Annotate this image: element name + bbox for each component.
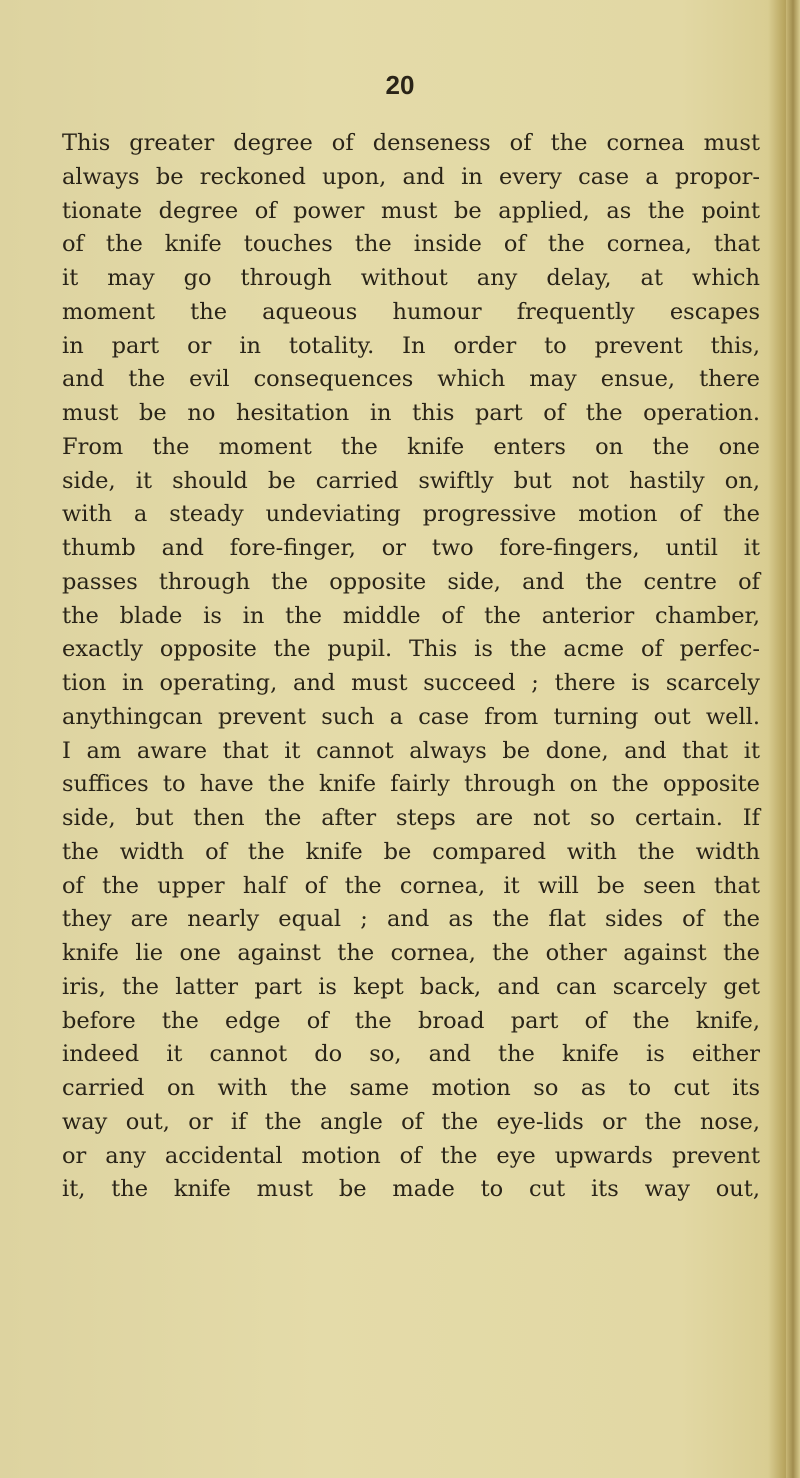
text-line: tionate degree of power must be applied, as the point — [62, 197, 760, 224]
text-line: exactly opposite the pupil. This is the acme of perfec- — [62, 636, 760, 663]
text-line: tion in operating, and must succeed ; there is scarcely — [62, 670, 760, 696]
page-number: 20 — [385, 70, 415, 100]
text-line: indeed it cannot do so, and the knife is either — [62, 1041, 760, 1068]
page-edge — [786, 0, 800, 1478]
text-line: anythingcan prevent such a case from turning out well. — [62, 703, 760, 730]
text-line: must be no hesitation in this part of the operation. — [62, 400, 760, 426]
text-line: I am aware that it cannot always be done, and that it — [62, 737, 760, 764]
text-line: the blade is in the middle of the anterior chamber, — [62, 602, 760, 629]
text-line: carried on with the same motion so as to cut its — [62, 1075, 760, 1101]
text-line: and the evil consequences which may ensue, there — [62, 366, 760, 393]
text-line: of the knife touches the inside of the cornea, that — [62, 231, 760, 258]
text-line: passes through the opposite side, and the centre of — [62, 568, 760, 595]
text-line: always be reckoned upon, and in every case a propor- — [62, 163, 760, 190]
text-line: it may go through without any delay, at which — [62, 265, 760, 291]
text-line: the width of the knife be compared with the width — [62, 838, 760, 865]
text-line: suffices to have the knife fairly through on the opposite — [62, 771, 760, 798]
text-line: way out, or if the angle of the eye-lids or the nose, — [62, 1108, 760, 1135]
text-line: it, the knife must be made to cut its way out, — [62, 1176, 760, 1203]
text-line: This greater degree of denseness of the cornea must — [62, 130, 760, 156]
text-line: iris, the latter part is kept back, and can scarcely get — [62, 973, 760, 1000]
text-line: they are nearly equal ; and as the flat sides of the — [62, 906, 760, 933]
text-line: From the moment the knife enters on the one — [62, 433, 760, 460]
text-line: in part or in totality. In order to prevent this, — [62, 332, 760, 359]
text-line: knife lie one against the cornea, the other against the — [62, 940, 760, 966]
text-line: with a steady undeviating progressive motion of the — [62, 501, 760, 528]
text-line: thumb and fore-finger, or two fore-fingers, until it — [62, 535, 760, 561]
text-line: moment the aqueous humour frequently escapes — [62, 298, 760, 325]
text-line: of the upper half of the cornea, it will be seen that — [62, 872, 760, 899]
text-line: before the edge of the broad part of the knife, — [62, 1007, 760, 1034]
text-line: side, but then the after steps are not so certain. If — [62, 805, 760, 831]
text-line: or any accidental motion of the eye upwards prevent — [62, 1142, 760, 1169]
body-text — [62, 127, 760, 1207]
text-line: side, it should be carried swiftly but not hastily on, — [62, 467, 760, 494]
